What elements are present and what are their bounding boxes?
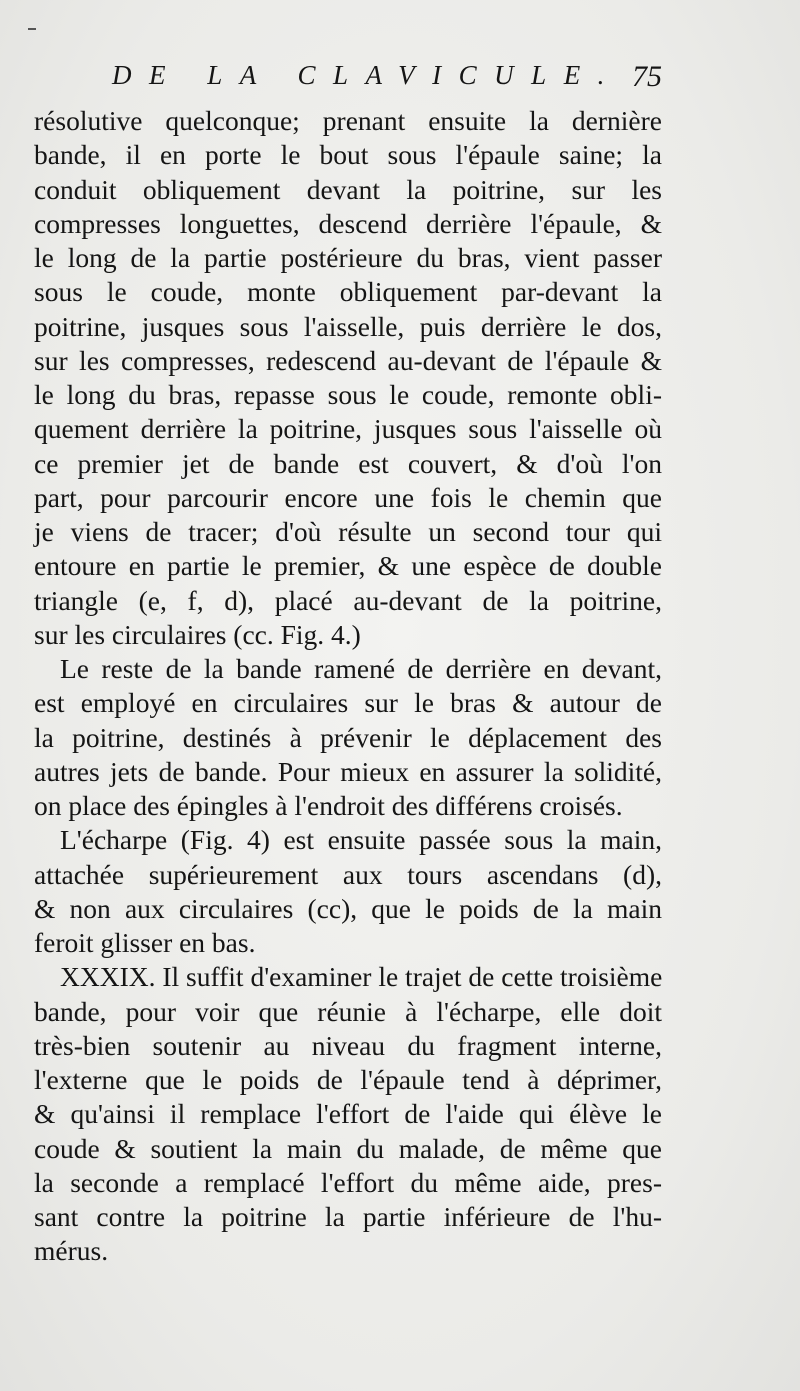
paragraph-start: XXXIX. Il suffit d'examiner le trajet de cette troisième bbox=[60, 961, 663, 993]
text-line: triangle (e, f, d), placé au-devant de la poitrine, bbox=[34, 584, 662, 616]
text-line: l'externe que le poids de l'épaule tend à déprimer, bbox=[34, 1064, 662, 1095]
text-line: coude & soutient la main du malade, de même que bbox=[34, 1132, 662, 1164]
text-line: & non aux circulaires (cc), que le poids de la main bbox=[34, 892, 662, 924]
ink-mark bbox=[28, 28, 36, 30]
text-line: poitrine, jusques sous l'aisselle, puis derrière le dos, bbox=[34, 310, 662, 342]
page-number: 75 bbox=[632, 60, 662, 93]
page-header bbox=[96, 60, 662, 100]
text-line: bande, pour voir que réunie à l'écharpe, elle doit bbox=[34, 995, 662, 1027]
text-line: & qu'ainsi il remplace l'effort de l'aide qui élève le bbox=[34, 1098, 662, 1130]
text-line: entoure en partie le premier, & une espèce de double bbox=[34, 550, 662, 582]
body-text bbox=[34, 104, 662, 1269]
text-line: sur les circulaires (cc. Fig. 4.) bbox=[34, 618, 361, 650]
paragraph-start: L'écharpe (Fig. 4) est ensuite passée sous la main, bbox=[60, 824, 662, 856]
text-line: je viens de tracer; d'où résulte un second tour qui bbox=[34, 516, 662, 547]
running-head: DE LA CLAVICULE. bbox=[112, 60, 622, 90]
text-line: compresses longuettes, descend derrière l'épaule, & bbox=[34, 207, 662, 239]
text-line: sant contre la poitrine la partie inférieure de l'hu- bbox=[34, 1201, 662, 1232]
text-line: résolutive quelconque; prenant ensuite la dernière bbox=[34, 105, 662, 136]
text-line: quement derrière la poitrine, jusques sous l'aisselle où bbox=[34, 413, 662, 445]
text-line: sous le coude, monte obliquement par-devant la bbox=[34, 276, 662, 308]
paragraph-start: Le reste de la bande ramené de derrière en devant, bbox=[60, 653, 662, 684]
text-line: le long du bras, repasse sous le coude, remonte obli- bbox=[34, 379, 662, 410]
text-line: le long de la partie postérieure du bras, vient passer bbox=[34, 242, 662, 273]
text-line: attachée supérieurement aux tours ascendans (d), bbox=[34, 858, 662, 890]
text-line: la seconde a remplacé l'effort du même aide, pres- bbox=[34, 1166, 662, 1198]
text-line: feroit glisser en bas. bbox=[34, 927, 256, 958]
text-line: mérus. bbox=[34, 1235, 109, 1267]
text-line: ce premier jet de bande est couvert, & d'où l'on bbox=[34, 447, 662, 479]
text-line: très-bien soutenir au niveau du fragment interne, bbox=[34, 1029, 662, 1061]
text-line: bande, il en porte le bout sous l'épaule saine; la bbox=[34, 139, 662, 171]
text-line: est employé en circulaires sur le bras & autour de bbox=[34, 687, 662, 719]
text-line: sur les compresses, redescend au-devant de l'épaule & bbox=[34, 344, 662, 376]
text-line: autres jets de bande. Pour mieux en assurer la solidité, bbox=[34, 755, 662, 787]
text-line: part, pour parcourir encore une fois le chemin que bbox=[34, 481, 662, 513]
text-line: on place des épingles à l'endroit des différens croisés. bbox=[34, 790, 623, 821]
text-line: conduit obliquement devant la poitrine, sur les bbox=[34, 173, 662, 205]
text-line: la poitrine, destinés à prévenir le déplacement des bbox=[34, 721, 662, 753]
